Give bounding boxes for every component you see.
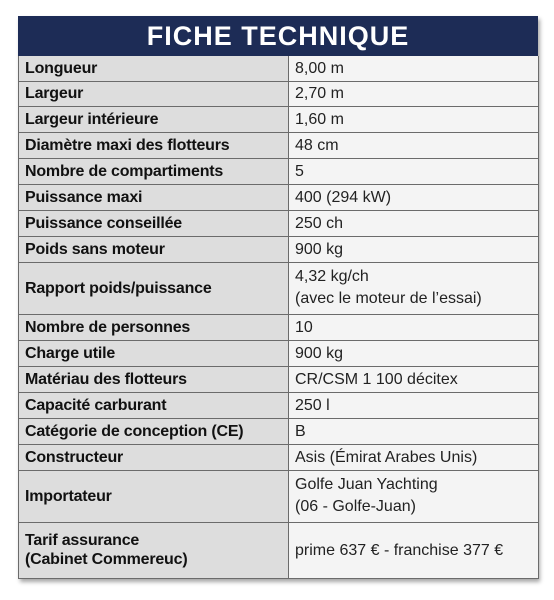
spec-label: [19, 522, 289, 578]
spec-sheet: [18, 16, 538, 579]
spec-value: [289, 56, 539, 81]
spec-label-line: (Cabinet Commereuc): [25, 551, 188, 568]
spec-label-line: Largeur: [25, 85, 84, 102]
table-row: [19, 392, 539, 418]
spec-value-line: prime 637 € - franchise 377 €: [295, 541, 504, 559]
spec-label: [19, 366, 289, 392]
spec-label-line: Longueur: [25, 59, 98, 77]
spec-value-line: Asis (Émirat Arabes Unis): [295, 448, 478, 466]
spec-value: [289, 184, 539, 210]
spec-value: [289, 132, 539, 158]
spec-value: [289, 106, 539, 132]
spec-value: [289, 522, 539, 578]
spec-label-line: Nombre de compartiments: [25, 162, 224, 180]
spec-label-line: Constructeur: [25, 448, 124, 466]
spec-label: [19, 81, 289, 106]
spec-label-line: Puissance conseillée: [25, 214, 182, 232]
spec-label: [19, 314, 289, 340]
sheet-title: FICHE TECHNIQUE: [18, 16, 538, 56]
spec-value-line: 900 kg: [295, 344, 344, 362]
spec-label: [19, 184, 289, 210]
spec-value-line: 1,60 m: [295, 110, 344, 128]
spec-value-line: 4,32 kg/ch: [295, 268, 369, 285]
table-row: [19, 522, 539, 578]
spec-value: [289, 314, 539, 340]
table-row: [19, 340, 539, 366]
table-row: [19, 56, 539, 81]
table-row: [19, 470, 539, 522]
spec-value: [289, 418, 539, 444]
spec-value-line: 8,00 m: [295, 59, 344, 77]
table-row: [19, 444, 539, 470]
spec-label-line: Charge utile: [25, 344, 116, 362]
spec-value: [289, 340, 539, 366]
spec-label-line: Poids sans moteur: [25, 240, 165, 258]
table-row: [19, 158, 539, 184]
table-row: [19, 184, 539, 210]
spec-label: [19, 418, 289, 444]
spec-label: [19, 158, 289, 184]
spec-label: [19, 132, 289, 158]
spec-label: [19, 340, 289, 366]
table-row: [19, 106, 539, 132]
spec-label-line: Catégorie de conception (CE): [25, 422, 244, 440]
table-row: [19, 366, 539, 392]
spec-label: [19, 262, 289, 314]
table-row: [19, 314, 539, 340]
spec-value: [289, 444, 539, 470]
spec-value-line: 400 (294 kW): [295, 188, 392, 206]
spec-label-line: Nombre de personnes: [25, 318, 191, 336]
spec-value: [289, 470, 539, 522]
table-row: [19, 262, 539, 314]
spec-label-line: Diamètre maxi des flotteurs: [25, 136, 230, 154]
spec-label-line: Largeur intérieure: [25, 110, 159, 128]
spec-label-line: Tarif assurance: [25, 532, 140, 549]
spec-value-line: (06 - Golfe-Juan): [295, 498, 416, 515]
spec-label-line: Rapport poids/puissance: [25, 279, 212, 297]
table-row: [19, 210, 539, 236]
spec-value: [289, 210, 539, 236]
spec-value: [289, 366, 539, 392]
table-row: [19, 132, 539, 158]
spec-value-line: 900 kg: [295, 240, 344, 258]
spec-label-line: Capacité carburant: [25, 396, 167, 414]
spec-value-line: 10: [295, 318, 313, 336]
spec-label-line: Puissance maxi: [25, 188, 143, 206]
table-row: [19, 418, 539, 444]
spec-value-line: 5: [295, 162, 304, 180]
table-row: [19, 81, 539, 106]
spec-value-line: 48 cm: [295, 136, 339, 154]
spec-label: [19, 106, 289, 132]
spec-value-line: B: [295, 422, 306, 440]
spec-label: [19, 210, 289, 236]
spec-value-line: 250 ch: [295, 214, 344, 232]
spec-value: [289, 236, 539, 262]
spec-label: [19, 56, 289, 81]
spec-value: [289, 262, 539, 314]
spec-label-line: Matériau des flotteurs: [25, 370, 187, 388]
spec-table: [18, 56, 539, 579]
spec-value-line: 2,70 m: [295, 85, 344, 102]
spec-value-line: Golfe Juan Yachting: [295, 476, 438, 493]
spec-value: [289, 81, 539, 106]
spec-label: [19, 444, 289, 470]
spec-value-line: 250 l: [295, 396, 330, 414]
spec-value-line: (avec le moteur de l’essai): [295, 290, 482, 307]
spec-label: [19, 236, 289, 262]
spec-value: [289, 158, 539, 184]
spec-label: [19, 392, 289, 418]
spec-value-line: CR/CSM 1 100 décitex: [295, 370, 458, 388]
spec-value: [289, 392, 539, 418]
table-row: [19, 236, 539, 262]
spec-label: [19, 470, 289, 522]
spec-label-line: Importateur: [25, 487, 112, 505]
